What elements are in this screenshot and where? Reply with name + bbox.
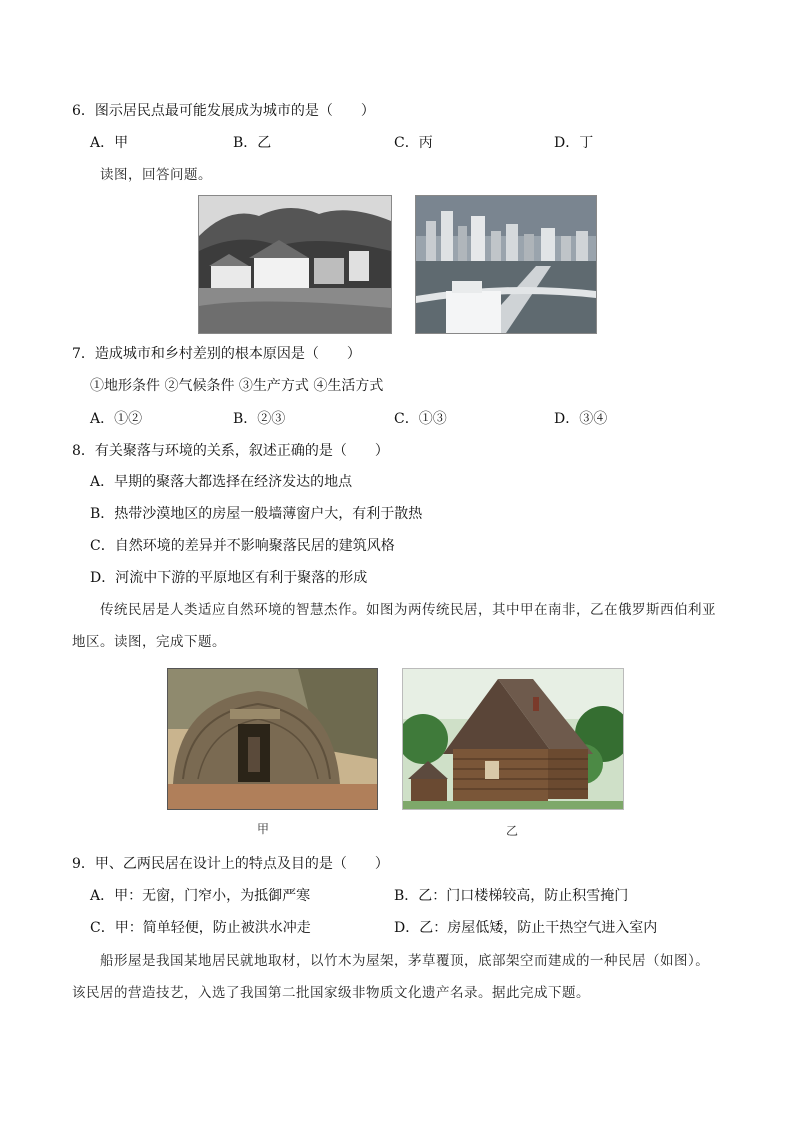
q7-option-a: A．①②	[90, 411, 143, 427]
hut-photo	[167, 668, 378, 810]
q9-option-b: B．乙：门口楼梯较高，防止积雪掩门	[394, 888, 629, 904]
city-photo-image	[416, 196, 596, 333]
intro-traditional-dwellings-line1: 传统民居是人类适应自然环境的智慧杰作。如图为两传统民居，其中甲在南非，乙在俄罗斯西伯利亚	[100, 602, 716, 618]
q6-option-c: C．丙	[394, 135, 433, 151]
hut-photo-image	[168, 669, 377, 809]
city-photo	[415, 195, 597, 334]
q8-option-c: C．自然环境的差异并不影响聚落民居的建筑风格	[90, 538, 395, 554]
q9-stem: 9．甲、乙两民居在设计上的特点及目的是（ ）	[72, 856, 389, 872]
intro-read-figure: 读图，回答问题。	[100, 167, 212, 183]
intro-boat-house-line2: 该民居的营造技艺，入选了我国第二批国家级非物质文化遗产名录。据此完成下题。	[72, 985, 590, 1001]
q6-option-a: A．甲	[90, 135, 129, 151]
q8-option-b: B．热带沙漠地区的房屋一般墙薄窗户大，有利于散热	[90, 506, 423, 522]
q6-option-d: D．丁	[554, 135, 594, 151]
q9-option-c: C．甲：简单轻便，防止被洪水冲走	[90, 920, 311, 936]
intro-traditional-dwellings-line2: 地区。读图，完成下题。	[72, 634, 226, 650]
village-photo	[198, 195, 392, 334]
q7-option-c: C．①③	[394, 411, 447, 427]
village-photo-image	[199, 196, 391, 333]
q8-option-d: D．河流中下游的平原地区有利于聚落的形成	[90, 570, 368, 586]
intro-boat-house-line1: 船形屋是我国某地居民就地取材，以竹木为屋架，茅草覆顶，底部架空而建成的一种民居（如图）。	[100, 953, 710, 969]
q7-option-d: D．③④	[554, 411, 608, 427]
q6-option-b: B．乙	[233, 135, 272, 151]
log-house-photo	[402, 668, 624, 810]
caption-jia: 甲	[257, 822, 270, 836]
q8-option-a: A．早期的聚落大都选择在经济发达的地点	[90, 474, 353, 490]
log-house-photo-image	[403, 669, 623, 809]
q8-stem: 8．有关聚落与环境的关系，叙述正确的是（ ）	[72, 443, 389, 459]
caption-yi: 乙	[506, 824, 519, 838]
q6-stem: 6．图示居民点最可能发展成为城市的是（ ）	[72, 103, 375, 119]
q7-option-b: B．②③	[233, 411, 286, 427]
q7-items: ①地形条件 ②气候条件 ③生产方式 ④生活方式	[90, 378, 384, 394]
q9-option-a: A．甲：无窗，门窄小，为抵御严寒	[90, 888, 311, 904]
q9-option-d: D．乙：房屋低矮，防止干热空气进入室内	[394, 920, 658, 936]
q7-stem: 7．造成城市和乡村差别的根本原因是（ ）	[72, 346, 361, 362]
